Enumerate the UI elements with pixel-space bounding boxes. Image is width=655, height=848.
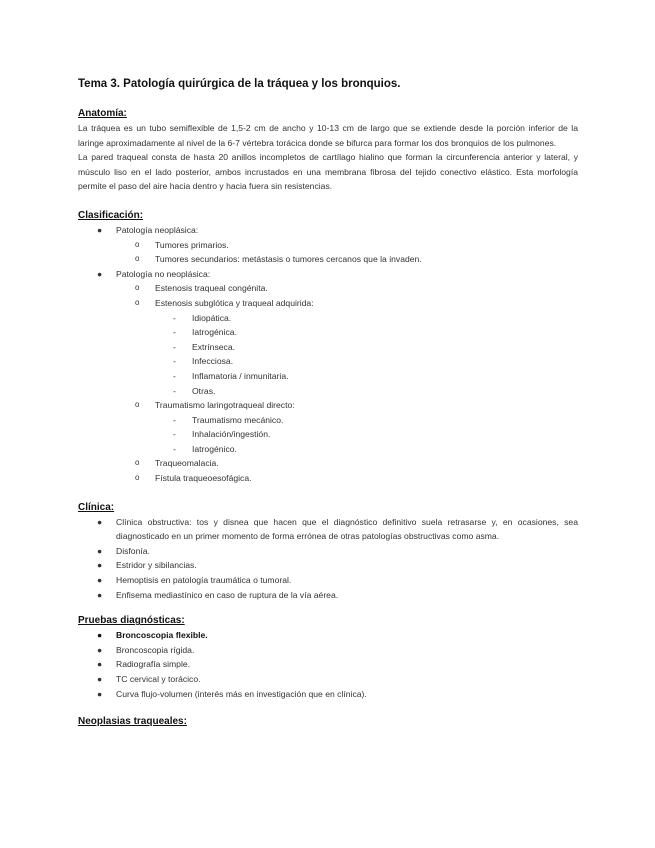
dash-marker: - [173,385,176,396]
list-item: ● Enfisema mediastínico en caso de ruptura de la vía aérea. [78,588,578,603]
document-content [78,78,578,729]
list-item: - Iatrogénica. [78,325,578,340]
document-title: Tema 3. Patología quirúrgica de la tráquea y los bronquios. [78,78,401,90]
list-item: - Inhalación/ingestión. [78,427,578,442]
bullet-marker: ● [97,688,103,699]
anatomia-paragraph-1: La tráquea es un tubo semiflexible de 1,5-2 cm de ancho y 10-13 cm de largo que se extiende desde la porción inferior de la laringe aproximadamente al nivel de la 6-7 vértebra torácica donde se bifurca para formar los dos bronquios de los pulmones. [78,123,578,148]
clasificacion-heading: Clasificación: [78,209,144,221]
clinica-heading: Clínica: [78,501,115,513]
list-item: ● Radiografía simple. [78,657,578,672]
list-item: ● Broncoscopia flexible. [78,628,578,643]
bullet-marker: ● [97,674,103,684]
dash-marker: - [173,312,176,323]
neoplasias-heading: Neoplasias traqueales: [78,716,187,728]
circle-marker: o [135,297,140,307]
dash-marker: - [173,356,176,367]
list-item: - Traumatismo mecánico. [78,413,578,428]
bullet-marker: ● [97,575,103,586]
dash-marker: - [173,443,176,454]
anatomia-heading: Anatomía: [78,108,127,119]
list-item: o Traqueomalacia. [78,456,578,471]
list-item: - Inflamatoria / inmunitaria. [78,369,578,384]
bullet-marker: ● [97,560,103,571]
bullet-marker: ● [97,589,103,600]
circle-marker: o [135,458,140,468]
list-item: o Estenosis traqueal congénita. [78,281,578,296]
bullet-marker: ● [97,644,103,655]
list-item: ● Disfonía. [78,544,578,559]
bullet-marker: ● [97,516,103,527]
list-item: - Otras. [78,384,578,399]
pruebas-heading: Pruebas diagnósticas: [78,615,185,627]
list-item: ● TC cervical y torácico. [78,672,578,687]
bullet-marker: ● [97,545,103,556]
bullet-marker: ● [97,659,103,670]
list-item: ● Hemoptisis en patología traumática o tumoral. [78,573,578,588]
list-item: - Infecciosa. [78,354,578,369]
dash-marker: - [173,414,176,425]
list-item: o Traumatismo laringotraqueal directo: [78,398,578,413]
list-item: o Tumores primarios. [78,238,578,253]
bullet-marker: ● [97,224,103,235]
list-item: ● Estridor y sibilancias. [78,558,578,573]
anatomia-paragraph-2: La pared traqueal consta de hasta 20 anillos incompletos de cartílago hialino que forman la circunferencia anterior y lateral, y músculo liso en el lado posterior, ambos incrustados en una membrana fibrosa del tejido conectivo elástico. Esta morfología permite el paso del aire hacia dentro y hacia fuera sin resistencias. [78,152,578,192]
list-item: - Idiopática. [78,311,578,326]
bullet-marker: ● [97,630,103,641]
bullet-marker: ● [97,268,103,279]
circle-marker: o [135,254,140,264]
list-item: ● Patología no neoplásica: [78,267,578,282]
list-item: - Extrínseca. [78,340,578,355]
dash-marker: - [173,429,176,440]
circle-marker: o [135,283,140,293]
dash-marker: - [173,370,176,381]
dash-marker: - [173,341,176,352]
circle-marker: o [135,473,140,483]
list-item: o Tumores secundarios: metástasis o tumores cercanos que la invaden. [78,252,578,267]
circle-marker: o [135,239,140,249]
dash-marker: - [173,327,176,338]
list-item: o Fístula traqueoesofágica. [78,471,578,486]
circle-marker: o [135,400,140,410]
list-item: ● Broncoscopia rígida. [78,643,578,658]
list-item: - Iatrogénico. [78,442,578,457]
list-item: ● Curva flujo-volumen (interés más en investigación que en clínica). [78,687,578,702]
list-item: o Estenosis subglótica y traqueal adquirida: [78,296,578,311]
list-item: ● Patología neoplásica: [78,223,578,238]
list-item: ● Clínica obstructiva: tos y disnea que hacen que el diagnóstico definitivo suela retrasarse y, en ocasiones, sea diagnosticado en un primer momento de forma errónea de otras patologías obstructivas como asma. [97,516,578,542]
